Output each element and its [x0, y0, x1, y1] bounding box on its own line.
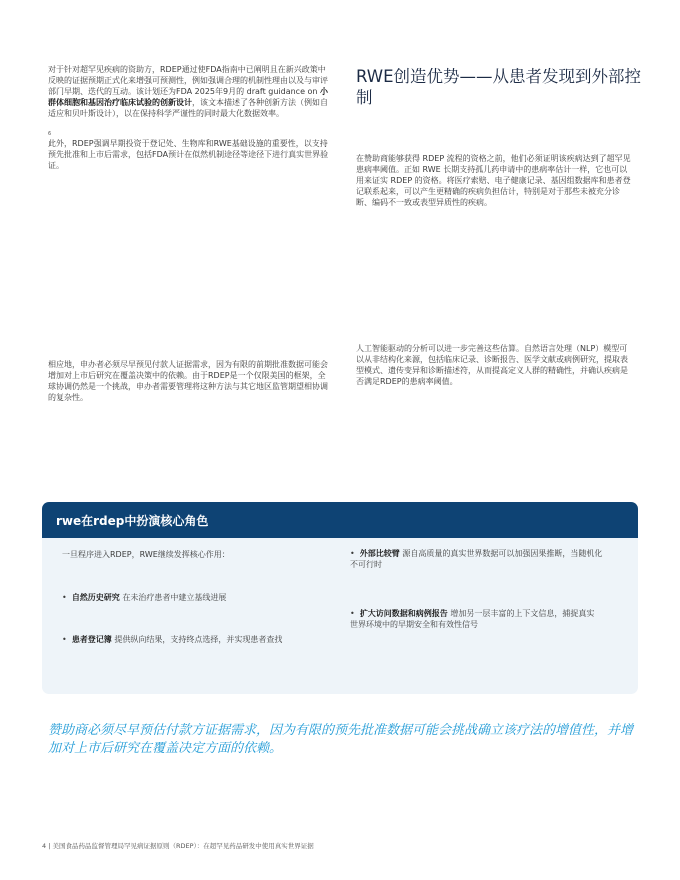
- left-para-2: 此外，RDEP强调早期投资于登记处、生物库和RWE基础设施的重要性，以支持预先批准和上市后需求，包括FDA预计在似然机制途径等途径下进行真实世界验证。: [48, 139, 329, 170]
- callout-item-label: 外部比较臂: [359, 549, 400, 558]
- right-para-1: 在赞助商能够获得 RDEP 流程的资格之前，他们必须证明该疾病达到了超罕见患病率阈值。正如 RWE 长期支持孤儿药申请中的患病率估计一样，它也可以用来证实 RDEP 的资格。将医疗索赔、电子健康记录、基因组数据库和患者登记联系起来，可以产生更精确的疾病负担估计，特别是对于那些未被充分诊断、编码不一致或表型异质性的疾病。: [356, 154, 631, 207]
- callout-intro: 一旦程序进入RDEP，RWE继续发挥核心作用：: [62, 550, 230, 559]
- callout-item-text: 增加另一层丰富的上下文信息，捕捉真实世界环境中的早期安全和有效性信号: [350, 609, 595, 629]
- bullet: •: [62, 635, 67, 644]
- right-para-2: 人工智能驱动的分析可以进一步完善这些估算。自然语言处理（NLP）模型可以从非结构化来源，包括临床记录、诊断报告、医学文献或病例研究，提取表型模式、遗传变异和诊断描述符，从而提高定义人群的精确性，并确认疾病是否满足RDEP的患病率阈值。: [356, 344, 628, 386]
- callout-item-expanded-access: [350, 608, 602, 630]
- callout-item-registries: [62, 634, 324, 645]
- left-para-1: [48, 64, 332, 119]
- left-para-1-bold-link: 小群体细胞和基因治疗临床试验的创新设计: [48, 87, 329, 107]
- callout-item-label: 患者登记簿: [71, 635, 112, 644]
- callout-title: rwe在rdep中扮演核心角色: [56, 514, 209, 528]
- left-para-1-text-b: ，该文本描述了各种创新方法（例如自适应和贝叶斯设计），以在保持科学严谨性的同时最大化数据效率。: [48, 98, 328, 118]
- callout-item-text: 提供纵向结果，支持终点选择，并实现患者查找: [111, 635, 283, 644]
- callout-header: [42, 502, 638, 538]
- bullet: •: [62, 593, 67, 602]
- callout-body: [42, 538, 638, 694]
- callout-item-text: 在未治疗患者中建立基线进展: [119, 593, 227, 602]
- callout-item-external-comparator: [350, 548, 610, 570]
- section-heading: RWE创造优势——从患者发现到外部控制: [356, 67, 642, 107]
- left-para-1-text-a: 对于针对超罕见疾病的资助方，RDEP通过使FDA指南中已阐明且在新兴政策中反映的证据预期正式化来增强可预测性，例如强调合理的机制性理由以及与审评部门早期、迭代的互动。该计划还为FDA 2025年9月的 draft guidance on: [48, 65, 328, 96]
- bullet: •: [350, 549, 355, 558]
- left-para-3: 相应地，申办者必须尽早预见付款人证据需求，因为有限的前期批准数据可能会增加对上市后研究在覆盖决策中的依赖。由于RDEP是一个仅限美国的框架，全球协调仍然是一个挑战，申办者需要管理将这种方法与其它地区监管期望相协调的复杂性。: [48, 360, 328, 402]
- callout-item-label: 扩大访问数据和病例报告: [359, 609, 448, 618]
- callout-item-label: 自然历史研究: [71, 593, 120, 602]
- page-footer: 4 | 美国食品药品监督管理局罕见病证据原则（RDEP）：在超罕见药品研发中使用真实世界证据: [42, 842, 314, 850]
- footnote-marker: 6: [48, 131, 52, 137]
- callout-item-text: 源自高质量的真实世界数据可以加强因果推断，当随机化不可行时: [350, 549, 603, 569]
- callout-item-natural-history: [62, 592, 332, 603]
- pull-quote: 赞助商必须尽早预估付款方证据需求，因为有限的预先批准数据可能会挑战确立该疗法的增值性，并增加对上市后研究在覆盖决定方面的依赖。: [48, 723, 634, 756]
- bullet: •: [350, 609, 355, 618]
